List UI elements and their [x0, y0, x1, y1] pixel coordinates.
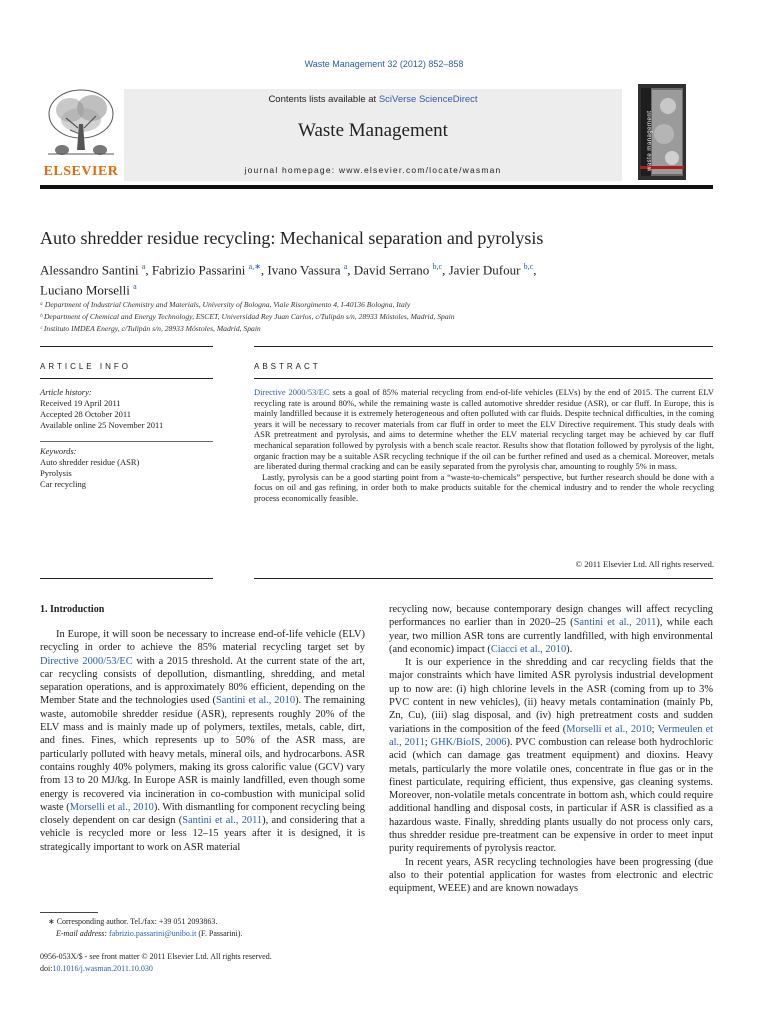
contents-availability [124, 94, 622, 105]
intro-paragraph-3 [389, 856, 713, 896]
abstract-copyright: © 2011 Elsevier Ltd. All rights reserved. [575, 559, 714, 569]
corresponding-author-note: ∗ Corresponding author. Tel./fax: +39 051 2093863. [48, 917, 218, 926]
directive-link[interactable]: Directive 2000/53/EC [254, 387, 330, 397]
affiliations [40, 299, 720, 335]
abstract-paragraph-2: Lastly, pyrolysis can be a good starting point from a “waste-to-chemicals” perspective, but further research should be done with a focus on oil and gas refining, in order both to make products suitable for the chemical industry and to render the whole recycling process economically feasible. [254, 471, 714, 503]
article-info-rule-mid [40, 378, 213, 379]
article-history [40, 387, 215, 431]
header-rule [40, 185, 713, 189]
keywords [40, 446, 215, 490]
citation-link[interactable]: Morselli et al., 2010 [69, 801, 154, 813]
body-text: ), while each year, two million ASR tons are currently landfilled, with high environmental (and economic) impact ( [389, 617, 713, 655]
article-info-rule-top [40, 346, 213, 347]
abstract-rule-top [254, 346, 713, 347]
author-4[interactable]: David Serrano [353, 262, 430, 278]
intro-paragraph-1-cont [389, 603, 713, 656]
body-text: ). The remaining waste, automobile shredder residue (ASR), represents roughly 20% of the ELV mass and is mainly made up of polymers, textiles, metals, cable, dirt, and fines. Fines, which represents up to 50% of the ASR mass, are particularly polluted with heavy metals, mineral oils, and hydrocarbons. ASR contains roughly 40% polymers, making its gross calorific value (GCV) vary from 13 to 20 MJ/kg. In Europe ASR is mainly landfilled, even though some energy is recovered via incineration in co-combustion with municipal solid waste ( [40, 695, 365, 813]
body-text: ). PVC combustion can release both hydrochloric acid (which can damage gas treatment equipment) and dioxins. Heavy metals, particularly the more volatile ones, concentrate in flue gas or in the finest particulate, requiring efficient, thus expensive, gas cleaning systems. Moreover, non-volatile metals concentrate in bottom ash, which could require additional handling and disposal costs, in particular if ASR is classified as a hazardous waste. Finally, shredding plants usually do not process only cars, thus shredder residue pre-treatment can be expensive in order to meet input purity requirements of pyrolysis reactor. [389, 736, 713, 855]
publication-info [40, 951, 370, 975]
keywords-divider [40, 441, 213, 442]
email-note: E-mail address: fabrizio.passarini@unibo.it (F. Passarini). [56, 929, 243, 938]
doi-link[interactable]: 10.1016/j.wasman.2011.10.030 [52, 964, 153, 973]
body-text: ). With dismantling for component recycling being closely dependent on car design ( [40, 801, 365, 827]
doi-line: doi:10.1016/j.wasman.2011.10.030 [40, 964, 153, 973]
author-1-aff[interactable]: a [141, 262, 146, 271]
body-text: ). [566, 643, 573, 655]
body-text: ), and considering that a vehicle is recycled more or less 12–15 years after it is designed, it is strategically important to work on ASR material [40, 815, 365, 853]
keyword-item: Auto shredder residue (ASR) [40, 457, 140, 467]
history-received: Received 19 April 2011 [40, 398, 121, 408]
history-accepted: Accepted 28 October 2011 [40, 409, 132, 419]
author-2[interactable]: Fabrizio Passarini [151, 262, 246, 278]
author-3[interactable]: Ivano Vassura [267, 262, 341, 278]
citation-link[interactable]: GHK/BioIS, 2006 [430, 736, 507, 748]
body-column-right [389, 603, 713, 896]
affiliation-b: ᵇ Department of Chemical and Energy Technology, ESCET, Universidad Rey Juan Carlos, c/Tulipán s/n, 28933 Móstoles, Madrid, Spain [40, 312, 455, 321]
body-text: ; [424, 736, 431, 748]
intro-paragraph-1 [40, 628, 365, 854]
keyword-item: Pyrolysis [40, 468, 72, 478]
abstract-body [254, 387, 714, 504]
article-info-rule-bottom [40, 578, 213, 579]
body-column-left [40, 628, 365, 854]
history-label: Article history: [40, 387, 92, 397]
author-4-aff[interactable]: b,c [432, 262, 443, 271]
cover-title: waste management [647, 110, 653, 171]
sciencedirect-link[interactable]: SciVerse ScienceDirect [378, 94, 478, 105]
article-info-heading: ARTICLE INFO [40, 362, 131, 371]
journal-homepage[interactable]: journal homepage: www.elsevier.com/locate/wasman [244, 165, 502, 175]
intro-paragraph-2 [389, 656, 713, 855]
journal-title: Waste Management [298, 120, 448, 141]
body-text: ; [651, 723, 658, 735]
body-text: recycling now, because contemporary design changes will affect recycling performances no earlier than in 2020–25 ( [389, 604, 713, 629]
issn-line: 0956-053X/$ - see front matter © 2011 Elsevier Ltd. All rights reserved. [40, 952, 272, 961]
body-text: In Europe, it will soon be necessary to increase end-of-life vehicle (ELV) recycling in order to achieve the 85% material recycling target set by [40, 629, 365, 654]
author-6-aff[interactable]: a [133, 282, 137, 292]
article-title: Auto shredder residue recycling: Mechanical separation and pyrolysis [40, 228, 544, 248]
citation-link[interactable]: Santini et al., 2010 [216, 695, 296, 707]
author-list: Alessandro Santini $^a$, Fabrizio Passarini $^{a,∗}$, Ivano Vassura $^a$, David Serrano $^{b,c}$, Javier Dufour $^{b,c}$, Luciano Morselli $^a$ [40, 262, 537, 298]
abstract-rule-mid [254, 378, 713, 379]
citation-link[interactable]: Directive 2000/53/EC [40, 655, 133, 667]
footnote-rule [40, 912, 98, 913]
footnote [40, 916, 370, 940]
abstract-heading: ABSTRACT [254, 362, 321, 371]
affiliation-a: ᵃ Department of Industrial Chemistry and Materials, University of Bologna, Viale Risorgimento 4, I-40136 Bologna, Italy [40, 300, 411, 309]
author-1[interactable]: Alessandro Santini [40, 262, 139, 278]
journal-reference[interactable]: Waste Management 32 (2012) 852–858 [304, 59, 464, 69]
section-heading-introduction: 1. Introduction [40, 604, 105, 615]
author-5-aff[interactable]: b,c [523, 262, 534, 271]
body-text: It is our experience in the shredding and car recycling fields that the major constraints which have limited ASR pyrolysis industrial development up to now are: (i) high chlorine levels in the ASR (coming from up to 3% PVC content in new vehicles), (ii) heavy metals contamination (mainly Pb, Zn, Cu), (iii) slag disposal, and (iv) high pretreatment costs and sudden variations in the composition of the feed ( [389, 657, 713, 735]
author-5[interactable]: Javier Dufour [448, 262, 521, 278]
body-text: with a 2015 threshold. At the current state of the art, car recycling consists of depollution, dismantling, shredding, and metal separation operations, and is approximately 80% efficient, depending on the Member State and the technologies used ( [40, 655, 365, 707]
affiliation-c: ᶜ Instituto IMDEA Energy, c/Tulipán s/n, 28933 Móstoles, Madrid, Spain [40, 324, 261, 333]
citation-link[interactable]: Santini et al., 2011 [573, 617, 657, 629]
keywords-label: Keywords: [40, 446, 77, 456]
history-online: Available online 25 November 2011 [40, 420, 164, 430]
citation-link[interactable]: Santini et al., 2011 [182, 815, 263, 827]
citation-link[interactable]: Ciacci et al., 2010 [490, 643, 567, 655]
keyword-item: Car recycling [40, 479, 87, 489]
email-link[interactable]: fabrizio.passarini@unibo.it [109, 929, 197, 938]
citation-link[interactable]: Morselli et al., 2010 [566, 723, 652, 735]
elsevier-wordmark: ELSEVIER [43, 164, 119, 179]
abstract-paragraph-1: Directive 2000/53/EC sets a goal of 85% material recycling from end-of-life vehicles (ELVs) by the end of 2015. The current ELV recycling rate is around 80%, while the remaining waste is called automotive shredder residue (ASR), or car fluff. In Europe, this is mainly landfilled because it is extremely heterogeneous and often polluted with car fluids. Despite technical difficulties, in the coming years it will be necessary to recover materials from car fluff in order to meet the ELV Directive requirement. This study deals with ASR pretreatment and pyrolysis, and aims to determine whether the ELV material recycling target may be achieved by car fluff mechanical separation followed by pyrolysis with a bench scale reactor. Results show that flotation followed by pyrolysis of the light, organic fraction may be a suitable ASR recycling technique if the oil can be further refined and used as a chemical. Moreover, metals are liberated during thermal cracking and can be easily separated from the pyrolysis char, amounting to roughly 5% in mass. [254, 387, 714, 472]
author-2-aff[interactable]: a,∗ [248, 262, 261, 271]
author-3-aff[interactable]: a [343, 262, 348, 271]
author-6[interactable]: Luciano Morselli [40, 282, 130, 298]
contents-prefix: Contents lists available at [268, 94, 379, 105]
journal-cover-image [638, 84, 686, 180]
abstract-rule-bottom [254, 578, 713, 579]
citation-link[interactable]: Vermeulen et al., 2011 [389, 723, 714, 748]
body-text: In recent years, ASR recycling technologies have been progressing (due also to their potential application for wastes from electronic and electric equipment, WEEE) and are known nowadays [389, 856, 713, 895]
